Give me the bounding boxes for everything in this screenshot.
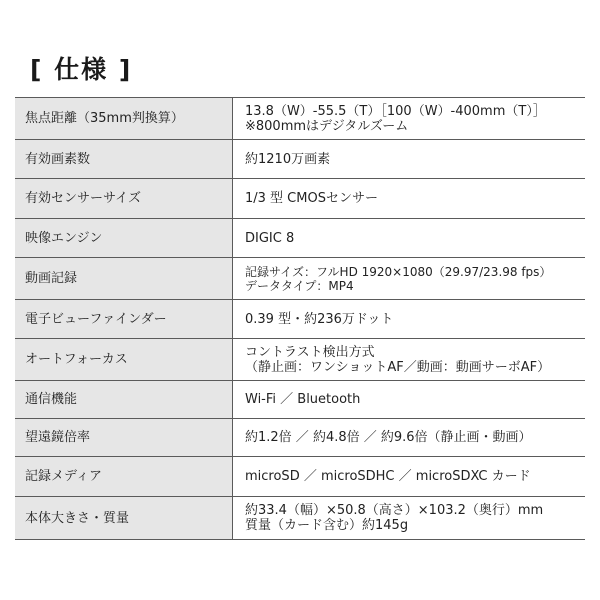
row-label: 本体大きさ・質量	[15, 497, 233, 540]
table-row	[15, 258, 585, 300]
value-line: 記録サイズ：フルHD 1920×1080（29.97/23.98 fps）	[245, 264, 552, 279]
row-label: 記録メディア	[15, 457, 233, 497]
table-row	[15, 179, 585, 219]
value-line: データタイプ：MP4	[245, 278, 354, 293]
row-value	[233, 381, 586, 419]
value-line: ※800mmはデジタルズーム	[245, 118, 409, 134]
table-row	[15, 381, 585, 419]
value-line: 約33.4（幅）×50.8（高さ）×103.2（奥行）mm	[245, 503, 544, 518]
value-line: microSD ／ microSDHC ／ microSDXC カード	[245, 469, 531, 484]
row-value	[233, 258, 586, 300]
row-label: 望遠鏡倍率	[15, 419, 233, 457]
value-line: 約1.2倍 ／ 約4.8倍 ／ 約9.6倍（静止画・動画）	[245, 430, 532, 445]
row-value	[233, 219, 586, 258]
table-row	[15, 300, 585, 339]
value-line: DIGIC 8	[245, 230, 295, 246]
value-line: 質量（カード含む）約145g	[245, 518, 409, 533]
table-row	[15, 140, 585, 179]
row-label: 焦点距離（35mm判換算）	[15, 98, 233, 140]
table-row	[15, 98, 585, 140]
value-line: 13.8（W）-55.5（T）［100（W）-400mm（T）］	[245, 103, 546, 119]
row-value	[233, 419, 586, 457]
row-value	[233, 98, 586, 140]
value-line: （静止画：ワンショットAF／動画：動画サーボAF）	[245, 359, 551, 375]
value-line: 約1210万画素	[245, 151, 331, 167]
row-label: 映像エンジン	[15, 219, 233, 258]
value-line: 1/3 型 CMOSセンサー	[245, 191, 378, 206]
row-value	[233, 497, 586, 540]
table-row	[15, 419, 585, 457]
table-row	[15, 497, 585, 540]
row-label: オートフォーカス	[15, 339, 233, 381]
spec-table	[15, 97, 585, 540]
value-line: Wi-Fi ／ Bluetooth	[245, 392, 361, 407]
row-value	[233, 457, 586, 497]
row-label: 電子ビューファインダー	[15, 300, 233, 339]
page-title: [ 仕様 ]	[30, 55, 133, 84]
row-label: 有効センサーサイズ	[15, 179, 233, 219]
row-label: 有効画素数	[15, 140, 233, 179]
row-label: 動画記録	[15, 258, 233, 300]
row-value	[233, 179, 586, 219]
row-value	[233, 339, 586, 381]
table-row	[15, 457, 585, 497]
row-label: 通信機能	[15, 381, 233, 419]
row-value	[233, 300, 586, 339]
value-line: コントラスト検出方式	[245, 344, 375, 360]
table-row	[15, 339, 585, 381]
row-value	[233, 140, 586, 179]
value-line: 0.39 型・約236万ドット	[245, 311, 394, 327]
table-row	[15, 219, 585, 258]
